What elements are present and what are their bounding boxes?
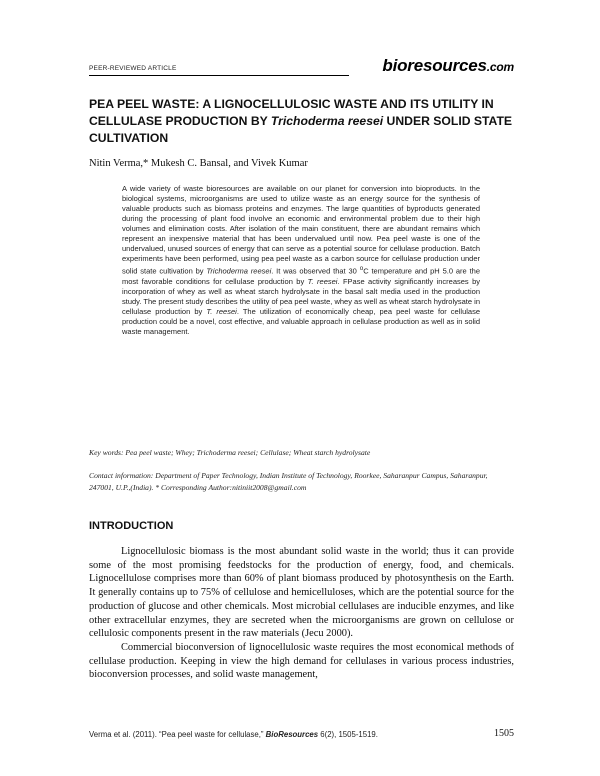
- abstract-seg-5: . The utilization of economically cheap, pea peel waste for cellulase production could be a novel, cost effective, and valuable approach in cellulase production as well as in solid waste management.: [122, 307, 480, 337]
- title-part-2: UNDER SOLID STATE CULTIVATION: [89, 114, 513, 145]
- abstract-seg-4: . FPase activity significantly increases by incorporation of whey as well as wheat starch hydrolysate in the basal salt media used in the production study. The present study describes the utility of pea peel waste, whey as well as wheat starch hydrolysate in cellulase production by: [122, 276, 480, 317]
- intro-paragraph-2: Commercial bioconversion of lignocellulosic waste requires the most economical methods of cellulase production. Keeping in view the high demand for cellulases in various process industries, bioconversion processes, and solid waste management,: [89, 641, 514, 681]
- degree-symbol: o: [359, 265, 364, 273]
- section-heading-introduction: INTRODUCTION: [89, 520, 174, 532]
- intro-paragraph-1: Lignocellulosic biomass is the most abundant solid waste in the world; thus it can provide some of the most promising feedstocks for the production of energy, food, and chemicals. Lignocellulose comprises more than 60% of plant biomass produced by photosynthesis on the Earth. It generally contains up to 75% of cellulose and hemicelluloses, which are the potential source for the production of glucose and other chemicals. Most microbial cellulases are inducible enzymes, and like other extracellular enzymes, they are secreted when the microorganisms are grown on cellulose or cellulosic components present in the raw materials (Jecu 2000).: [89, 546, 514, 640]
- abstract-organism-3: T. reesei: [206, 307, 237, 317]
- page-footer: [89, 728, 514, 742]
- brand-name: bioresources: [382, 56, 487, 75]
- abstract-text: [122, 184, 480, 337]
- title-part-1: PEA PEEL WASTE: A LIGNOCELLULOSIC WASTE AND ITS UTILITY IN CELLULASE PRODUCTION BY: [89, 97, 494, 128]
- page-number: 1505: [494, 728, 514, 739]
- journal-brand: [382, 57, 514, 76]
- article-type-label: PEER-REVIEWED ARTICLE: [89, 65, 177, 72]
- contact-information: Contact information: Department of Paper Technology, Indian Institute of Technology, Roorkee, Saharanpur Campus, Saharanpur, 247001, U.P.,(India). * Corresponding Author:nitiniit2008@gmail.com: [89, 471, 488, 492]
- header-rule: [89, 75, 349, 76]
- abstract-seg-3: C temperature and pH 5.0 are the most favorable conditions for cellulase production by: [122, 266, 480, 286]
- author-list: Nitin Verma,* Mukesh C. Bansal, and Vivek Kumar: [89, 158, 308, 169]
- article-title: [89, 96, 529, 147]
- citation-journal: BioResources: [265, 730, 319, 739]
- introduction-body: [89, 545, 514, 682]
- abstract-organism-2: T. reesei: [307, 276, 338, 286]
- abstract: [122, 184, 480, 337]
- citation: [89, 730, 378, 739]
- keywords: Key words: Pea peel waste; Whey; Trichoderma reesei; Cellulase; Wheat starch hydrolysate: [89, 448, 371, 457]
- running-header: [89, 54, 514, 76]
- abstract-organism-1: Trichoderma reesei: [206, 266, 272, 276]
- citation-volume: 6(2), 1505-1519.: [318, 730, 378, 739]
- title-organism: Trichoderma reesei: [270, 114, 384, 128]
- brand-suffix: .com: [486, 60, 514, 74]
- abstract-seg-2: . It was observed that 30: [271, 266, 360, 276]
- citation-authors: Verma et al. (2011). “Pea peel waste for cellulase,”: [89, 730, 266, 739]
- abstract-seg-1: A wide variety of waste bioresources are available on our planet for conversion into bioproducts. In the biological systems, microorganisms are used to utilize waste as an energy source for the synthesis of valuable products such as biomass proteins and enzymes. The large quantities of byproducts generated during the processing of plant food involve an economic and environmental problem due to their high volumes and elimination costs. After isolation of the main constituent, there are abundant remains which represent an inexpensive material that has been undervalued until now. Pea peel waste is one of the undervalued, unused sources of energy that can serve as a potential source for cellulase production. Batch experiments have been performed, using pea peel waste as a carbon source for cellulase production under solid state cultivation by: [122, 184, 480, 276]
